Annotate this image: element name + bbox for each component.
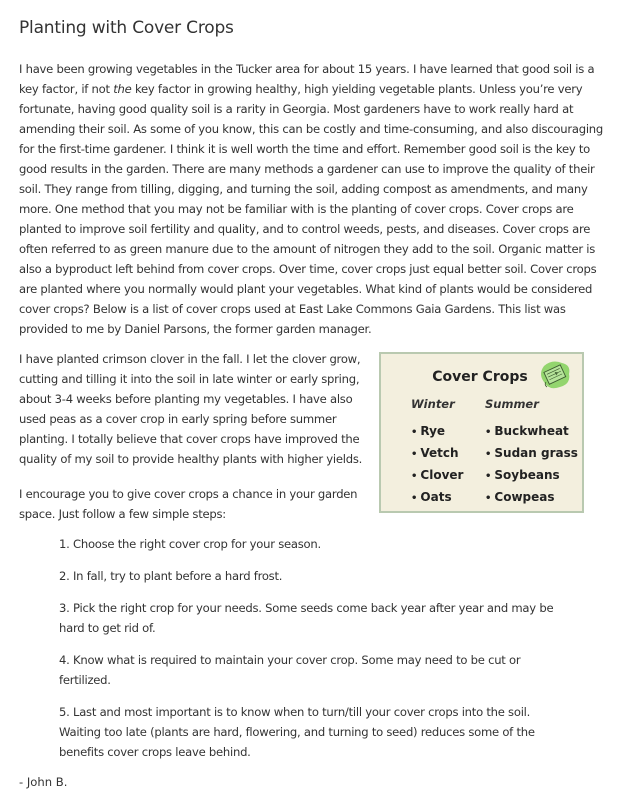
bullet-icon: • xyxy=(485,449,492,460)
seed-packet-icon xyxy=(538,360,572,390)
winter-crop-item: • Oats xyxy=(411,490,452,504)
bullet-icon: • xyxy=(485,493,492,504)
cover-crops-title: Cover Crops xyxy=(432,369,528,385)
bullet-icon: • xyxy=(411,471,418,482)
summer-crop-item: • Sudan grass xyxy=(485,446,578,460)
bullet-icon: • xyxy=(411,449,418,460)
bullet-icon: • xyxy=(411,427,418,438)
intro-paragraph: I have been growing vegetables in the Tucker area for about 15 years. I have learned that good soil is a key factor, if not the key factor in growing healthy, high yielding vegetable plants. Unless you’re very fortunate, having good quality soil is a rarity in Georgia. Most gardeners have to work really hard at amending their soil. As some of you know, this can be costly and time-consuming, and also discouraging for the first-time gardener. I think it is well worth the time and effort. Remember good soil is the key to good results in the garden. There are many methods a gardener can use to improve the quality of their soil. They range from tilling, digging, and turning the soil, adding compost as amendments, and many more. One method that you may not be familiar with is the planting of cover crops. Cover crops are planted to improve soil fertility and quality, and to control weeds, pests, and diseases. Cover crops are often referred to as green manure due to the amount of nitrogen they add to the soil. Organic matter is also a byproduct left behind from cover crops. Over time, cover crops just equal better soil. Cover crops are planted where you normally would plant your vegetables. What kind of plants would be considered cover crops? Below is a list of cover crops used at East Lake Commons Gaia Gardens. This list was provided to me by Daniel Parsons, the former garden manager. xyxy=(19,62,604,336)
emphasis-the: the xyxy=(113,82,132,96)
article-title: Planting with Cover Crops xyxy=(19,18,234,38)
encourage-paragraph: I encourage you to give cover crops a chance in your garden space. Just follow a few simple steps: xyxy=(19,487,358,521)
winter-crop-item: • Vetch xyxy=(411,446,459,460)
step-item: 5. Last and most important is to know when to turn/till your cover crops into the soil. Waiting too late (plants are hard, flowering, and turning to seed) reduces some of the benefits cover crops leave behind. xyxy=(59,705,535,759)
winter-crop-item: • Clover xyxy=(411,468,464,482)
summer-crop-item: • Soybeans xyxy=(485,468,560,482)
summer-crop-item: • Buckwheat xyxy=(485,424,569,438)
summer-heading: Summer xyxy=(485,397,539,411)
bullet-icon: • xyxy=(485,471,492,482)
winter-heading: Winter xyxy=(411,397,455,411)
winter-crop-item: • Rye xyxy=(411,424,446,438)
winter-column xyxy=(411,397,463,509)
bullet-icon: • xyxy=(411,493,418,504)
cover-crops-box xyxy=(379,352,584,513)
experience-paragraph: I have planted crimson clover in the fall. I let the clover grow, cutting and tilling it into the soil in late winter or early spring, about 3-4 weeks before planting my vegetables. I have also used peas as a cover crop in early spring before summer planting. I totally believe that cover crops have improved the quality of my soil to provide healthy plants with higher yields. xyxy=(19,352,363,466)
step-item: 4. Know what is required to maintain your cover crop. Some may need to be cut or fertilized. xyxy=(59,653,521,687)
bullet-icon: • xyxy=(485,427,492,438)
step-item: 1. Choose the right cover crop for your season. xyxy=(59,537,321,551)
step-item: 3. Pick the right crop for your needs. Some seeds come back year after year and may be hard to get rid of. xyxy=(59,601,554,635)
summer-crop-item: • Cowpeas xyxy=(485,490,555,504)
summer-column xyxy=(485,397,578,509)
step-item: 2. In fall, try to plant before a hard frost. xyxy=(59,569,283,583)
author-signature: - John B. xyxy=(19,775,68,789)
